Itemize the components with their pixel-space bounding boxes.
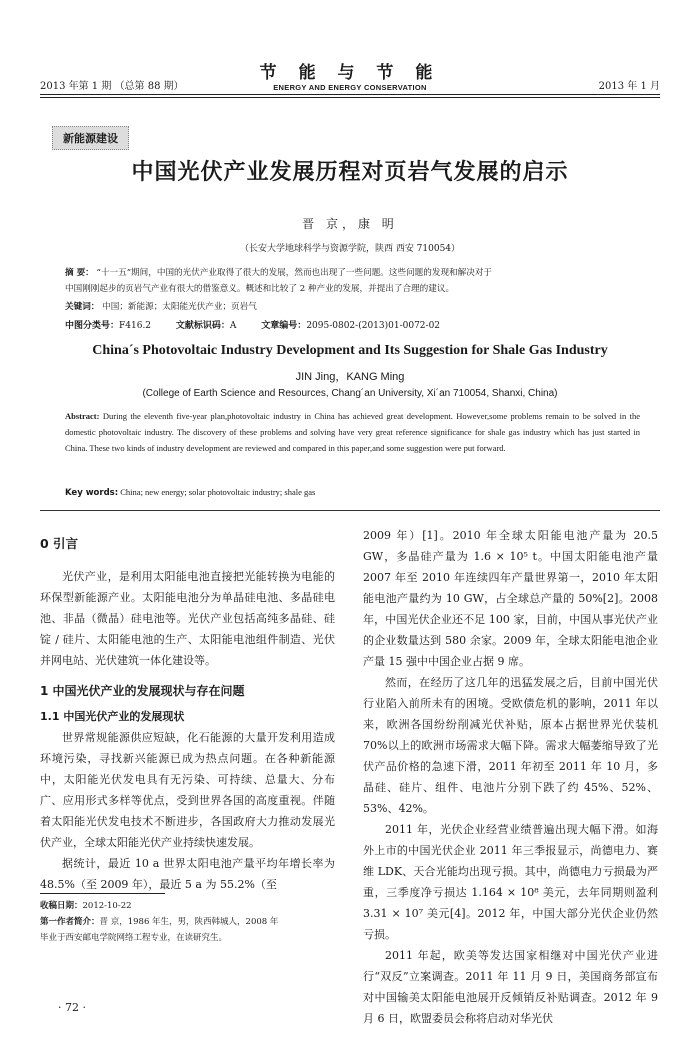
article-no-value: 2095-0802-(2013)01-0072-02 [306,321,441,331]
author-bio-label: 第一作者简介： [40,917,100,927]
journal-title-en: ENERGY AND ENERGY CONSERVATION [273,83,427,92]
doc-code-label: 文献标识码： [175,321,230,331]
section-0-heading: 0 引言 [40,536,79,551]
journal-title-cn: 节 能 与 节 能 [259,63,441,83]
authors-en: JIN Jing，KANG Ming [295,371,405,383]
section-1-1-heading: 1.1 中国光伏产业的发展现状 [40,710,185,723]
paragraph: 据统计，最近 10 a 世界太阳电池产量平均年增长率为 48.5%（至 2009 年），最近 5 a 为 55.2%（至 [40,857,335,891]
abstract-en-label: Abstract: [65,411,100,421]
paragraph: 2011 年起，欧美等发达国家相继对中国光伏产业进行“双反”立案调查。2011 年 11 月 9 日，美国商务部宣布对中国输美太阳能电池展开反倾销反补贴调查。2012 年 9 月 6 日，欧盟委员会称将启动对华光伏 [363,949,658,1025]
abstract-cn-label: 摘 要： [65,268,94,278]
journal-masthead [0,58,700,92]
article-no-label: 文章编号： [261,321,307,331]
footnote-rule [40,893,165,894]
paragraph: 然而，在经历了这几年的迅猛发展之后，目前中国光伏行业陷入前所未有的困境。受欧债危机的影响，2011 年以来，欧洲各国纷纷削减光伏补贴，原本占据世界光伏装机 70%以上的欧洲市场需求大幅下降。需求大幅萎缩导致了光伏产品价格的急速下滑，2011 年初至 2011 年 10 月，多晶硅、硅片、组件、电池片分别下跌了约 45%、52%、53%、42%。 [363,676,658,815]
page-number: · 72 · [58,1001,86,1014]
affiliation-en: (College of Earth Science and Resources, Chang´an University, Xi´an 710054, Shanxi, China) [142,388,558,399]
abstract-en [65,409,640,456]
paragraph: 世界常规能源供应短缺，化石能源的大量开发利用造成环境污染，寻找新兴能源已成为热点问题。在各种新能源中，太阳能光伏发电具有无污染、可持续、总量大、分布广、应用形式多样等优点，受到世界各国的高度重视。伴随着太阳能光伏发电技术不断进步，各国政府大力推动发展光伏产业，全球太阳能光伏产业持续快速发展。 [40,731,335,849]
section-1-heading: 1 中国光伏产业的发展现状与存在问题 [40,684,245,698]
column-tag: 新能源建设 [52,126,129,150]
body-column-left [40,525,335,895]
footnote [40,898,340,946]
clc-value: F416.2 [119,321,152,331]
keywords-cn-label: 关键词： [65,302,100,312]
paper-title-cn: 中国光伏产业发展历程对页岩气发展的启示 [131,160,569,185]
keywords-en-text: China; new energy; solar photovoltaic industry; shale gas [120,487,316,497]
paragraph: 2009 年）[1]。2010 年全球太阳能电池产量为 20.5 GW，多晶硅产量为 1.6 × 10⁵ t。中国太阳能电池产量 2007 年至 2010 年连续四年产量世界第一，2010 年太阳能电池产量约为 10 GW，占全球总产量的 50%[2]。2008 年，中国光伏企业还不足 100 家，目前，中国从事光伏产业的企业数量达到 580 余家。2009 年，全球太阳能电池企业产量 15 强中中国企业占据 9 席。 [363,529,658,668]
authors-cn: 晋 京，康 明 [302,217,398,231]
paper-title-en: China´s Photovoltaic Industry Development and Its Suggestion for Shale Gas Industry [92,343,608,358]
body-column-right [363,525,658,1029]
abstract-cn [65,265,640,297]
author-bio-line2: 毕业于西安邮电学院网络工程专业，在读研究生。 [40,933,228,943]
keywords-en-label: Key words: [65,488,119,498]
classification-row [65,318,462,331]
paragraph: 2011 年，光伏企业经营业绩普遍出现大幅下滑。如海外上市的中国光伏企业 2011 年三季报显示，尚德电力、赛维 LDK、天合光能均出现亏损。其中，尚德电力亏损最为严重，三季度净亏损达 1.164 × 10⁸ 美元，去年同期则盈利 3.31 × 10⁷ 美元[4]。2012 年，中国大部分光伏企业仍然亏损。 [363,823,658,941]
abstract-cn-line1: “十一五”期间，中国的光伏产业取得了很大的发展，然而也出现了一些问题。这些问题的发现和解决对于 [96,268,493,278]
keywords-en [65,487,315,498]
received-label: 收稿日期： [40,901,83,911]
section-divider [40,510,660,511]
received-date: 2012-10-22 [82,901,132,911]
paragraph: 光伏产业，是利用太阳能电池直接把光能转换为电能的环保型新能源产业。太阳能电池分为单晶硅电池、多晶硅电池、非晶（微晶）硅电池等。光伏产业包括高纯多晶硅、硅锭 / 硅片、太阳能电池的生产、太阳能电池组件制造、光伏并网电站、光伏建筑一体化建设等。 [40,570,335,667]
abstract-en-text: During the eleventh five-year plan,photovoltaic industry in China has achieved great development. However,some problems remain to be solved in the domestic photovoltaic industry. The discovery of these problems and solving have very great reference significance for shale gas industry which has just started in China. These two kinds of industry development are reviewed and compared in this paper,and some suggestion were put forward. [65,411,640,453]
header-rule [40,94,660,95]
issue-date: 2013 年 1 月 [598,81,660,92]
author-bio-line1: 晋 京，1986 年生，男，陕西韩城人，2008 年 [99,917,279,927]
affiliation-cn: （长安大学地球科学与资源学院，陕西 西安 710054） [239,244,461,254]
keywords-cn [65,299,640,315]
clc-label: 中图分类号： [65,321,120,331]
issue-info: 2013 年第 1 期 （总第 88 期） [40,81,184,92]
doc-code-value: A [229,321,237,331]
keywords-cn-text: 中国；新能源；太阳能光伏产业；页岩气 [102,302,257,312]
abstract-cn-line2: 中国刚刚起步的页岩气产业有很大的借鉴意义。概述和比较了 2 种产业的发展，并提出了合理的建议。 [65,284,455,294]
header-rule-thin [40,97,660,98]
